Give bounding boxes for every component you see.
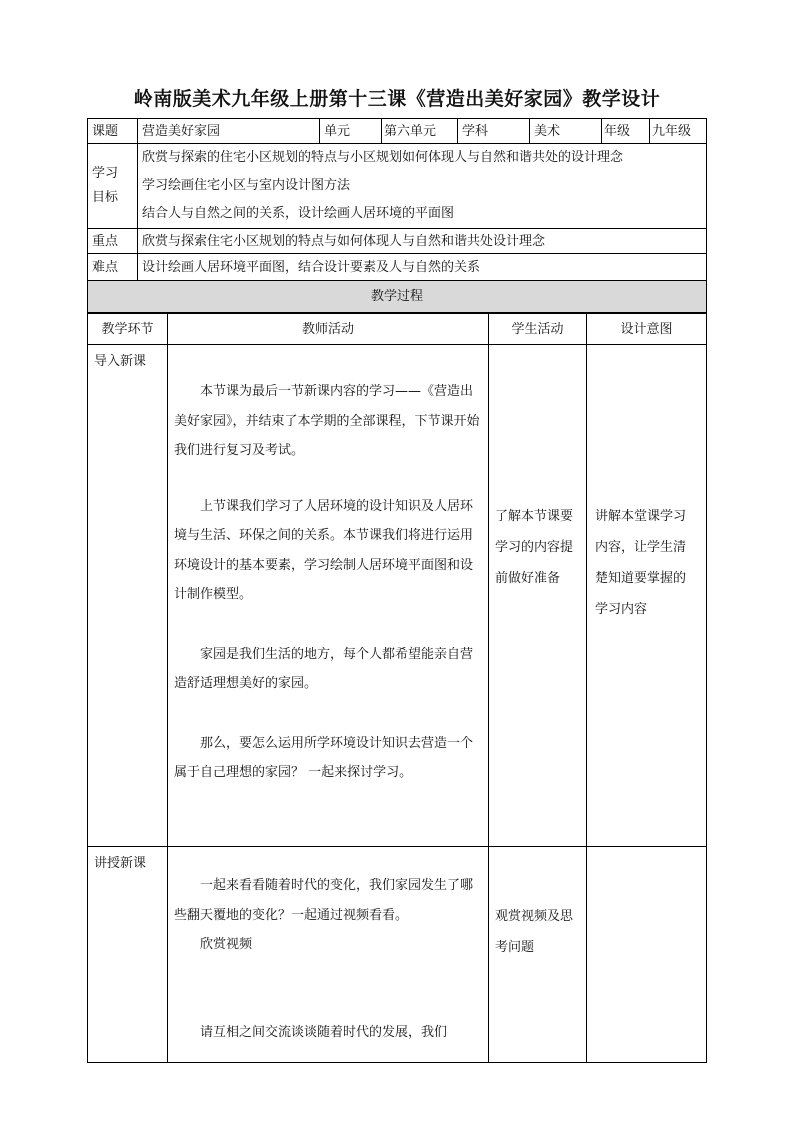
column-header: 教学环节 (88, 314, 168, 345)
student-activity-text: 了解本节课要学习的内容提前做好准备 (495, 509, 574, 586)
process-header: 教学过程 (88, 281, 707, 313)
subject-label: 学科 (458, 119, 530, 144)
table-row (88, 847, 707, 1063)
table-row (88, 345, 707, 847)
subject-value: 美术 (530, 119, 602, 144)
objective-item: 学习绘画住宅小区与室内设计图方法 (142, 178, 351, 193)
teacher-paragraph: 本节课为最后一节新课内容的学习——《营造出美好家园》，并结束了本学期的全部课程，下节课开始我们进行复习及考试。 (174, 384, 480, 458)
topic-value: 营造美好家园 (138, 119, 320, 144)
student-activity-cell (489, 847, 587, 1063)
objectives-list (138, 144, 707, 229)
student-activity-text: 观赏视频及思考问题 (495, 909, 574, 955)
design-intent-text: 讲解本堂课学习内容，让学生清楚知道要掌握的学习内容 (595, 509, 687, 617)
grade-label: 年级 (602, 119, 650, 144)
key-point-label: 重点 (88, 229, 138, 254)
teaching-process-table (87, 313, 707, 1063)
design-intent-cell (587, 345, 707, 847)
stage-cell: 讲授新课 (88, 847, 168, 1063)
teacher-paragraph: 一起来看看随着时代的变化，我们家园发生了哪些翻天覆地的变化？一起通过视频看看。 (174, 878, 474, 923)
difficulty-value: 设计绘画人居环境平面图，结合设计要素及人与自然的关系 (138, 254, 707, 281)
column-header: 教师活动 (168, 314, 489, 345)
teacher-activity-cell (168, 345, 489, 847)
lesson-info-table (87, 118, 707, 313)
objectives-label-line1: 学习 (92, 166, 119, 181)
design-intent-cell (587, 847, 707, 1063)
objective-item: 欣赏与探索的住宅小区规划的特点与小区规划如何体现人与自然和谐共处的设计理念 (142, 150, 624, 165)
topic-label: 课题 (88, 119, 138, 144)
teacher-paragraph: 请互相之间交流谈谈随着时代的发展，我们 (200, 1024, 448, 1040)
teacher-paragraph: 那么，要怎么运用所学环境设计知识去营造一个属于自己理想的家园？ 一起来探讨学习。 (174, 735, 474, 780)
document-title: 岭南版美术九年级上册第十三课《营造出美好家园》教学设计 (133, 88, 661, 110)
stage-cell: 导入新课 (88, 345, 168, 847)
column-header: 设计意图 (587, 314, 707, 345)
teacher-paragraph: 家园是我们生活的地方，每个人都希望能亲自营造舒适理想美好的家园。 (174, 646, 474, 691)
objectives-label-line2: 目标 (92, 190, 119, 205)
objective-item: 结合人与自然之间的关系，设计绘画人居环境的平面图 (142, 206, 455, 221)
difficulty-label: 难点 (88, 254, 138, 281)
grade-value: 九年级 (650, 119, 707, 144)
unit-label: 单元 (320, 119, 382, 144)
teacher-paragraph: 上节课我们学习了人居环境的设计知识及人居环境与生活、环保之间的关系。本节课我们将进行运用环境设计的基本要素，学习绘制人居环境平面图和设计制作模型。 (174, 498, 474, 602)
column-header: 学生活动 (489, 314, 587, 345)
unit-value: 第六单元 (382, 119, 458, 144)
key-point-value: 欣赏与探索住宅小区规划的特点与如何体现人与自然和谐共处设计理念 (138, 229, 707, 254)
objectives-label (88, 144, 138, 229)
teacher-activity-cell (168, 847, 489, 1063)
teacher-paragraph: 欣赏视频 (200, 937, 253, 952)
student-activity-cell (489, 345, 587, 847)
